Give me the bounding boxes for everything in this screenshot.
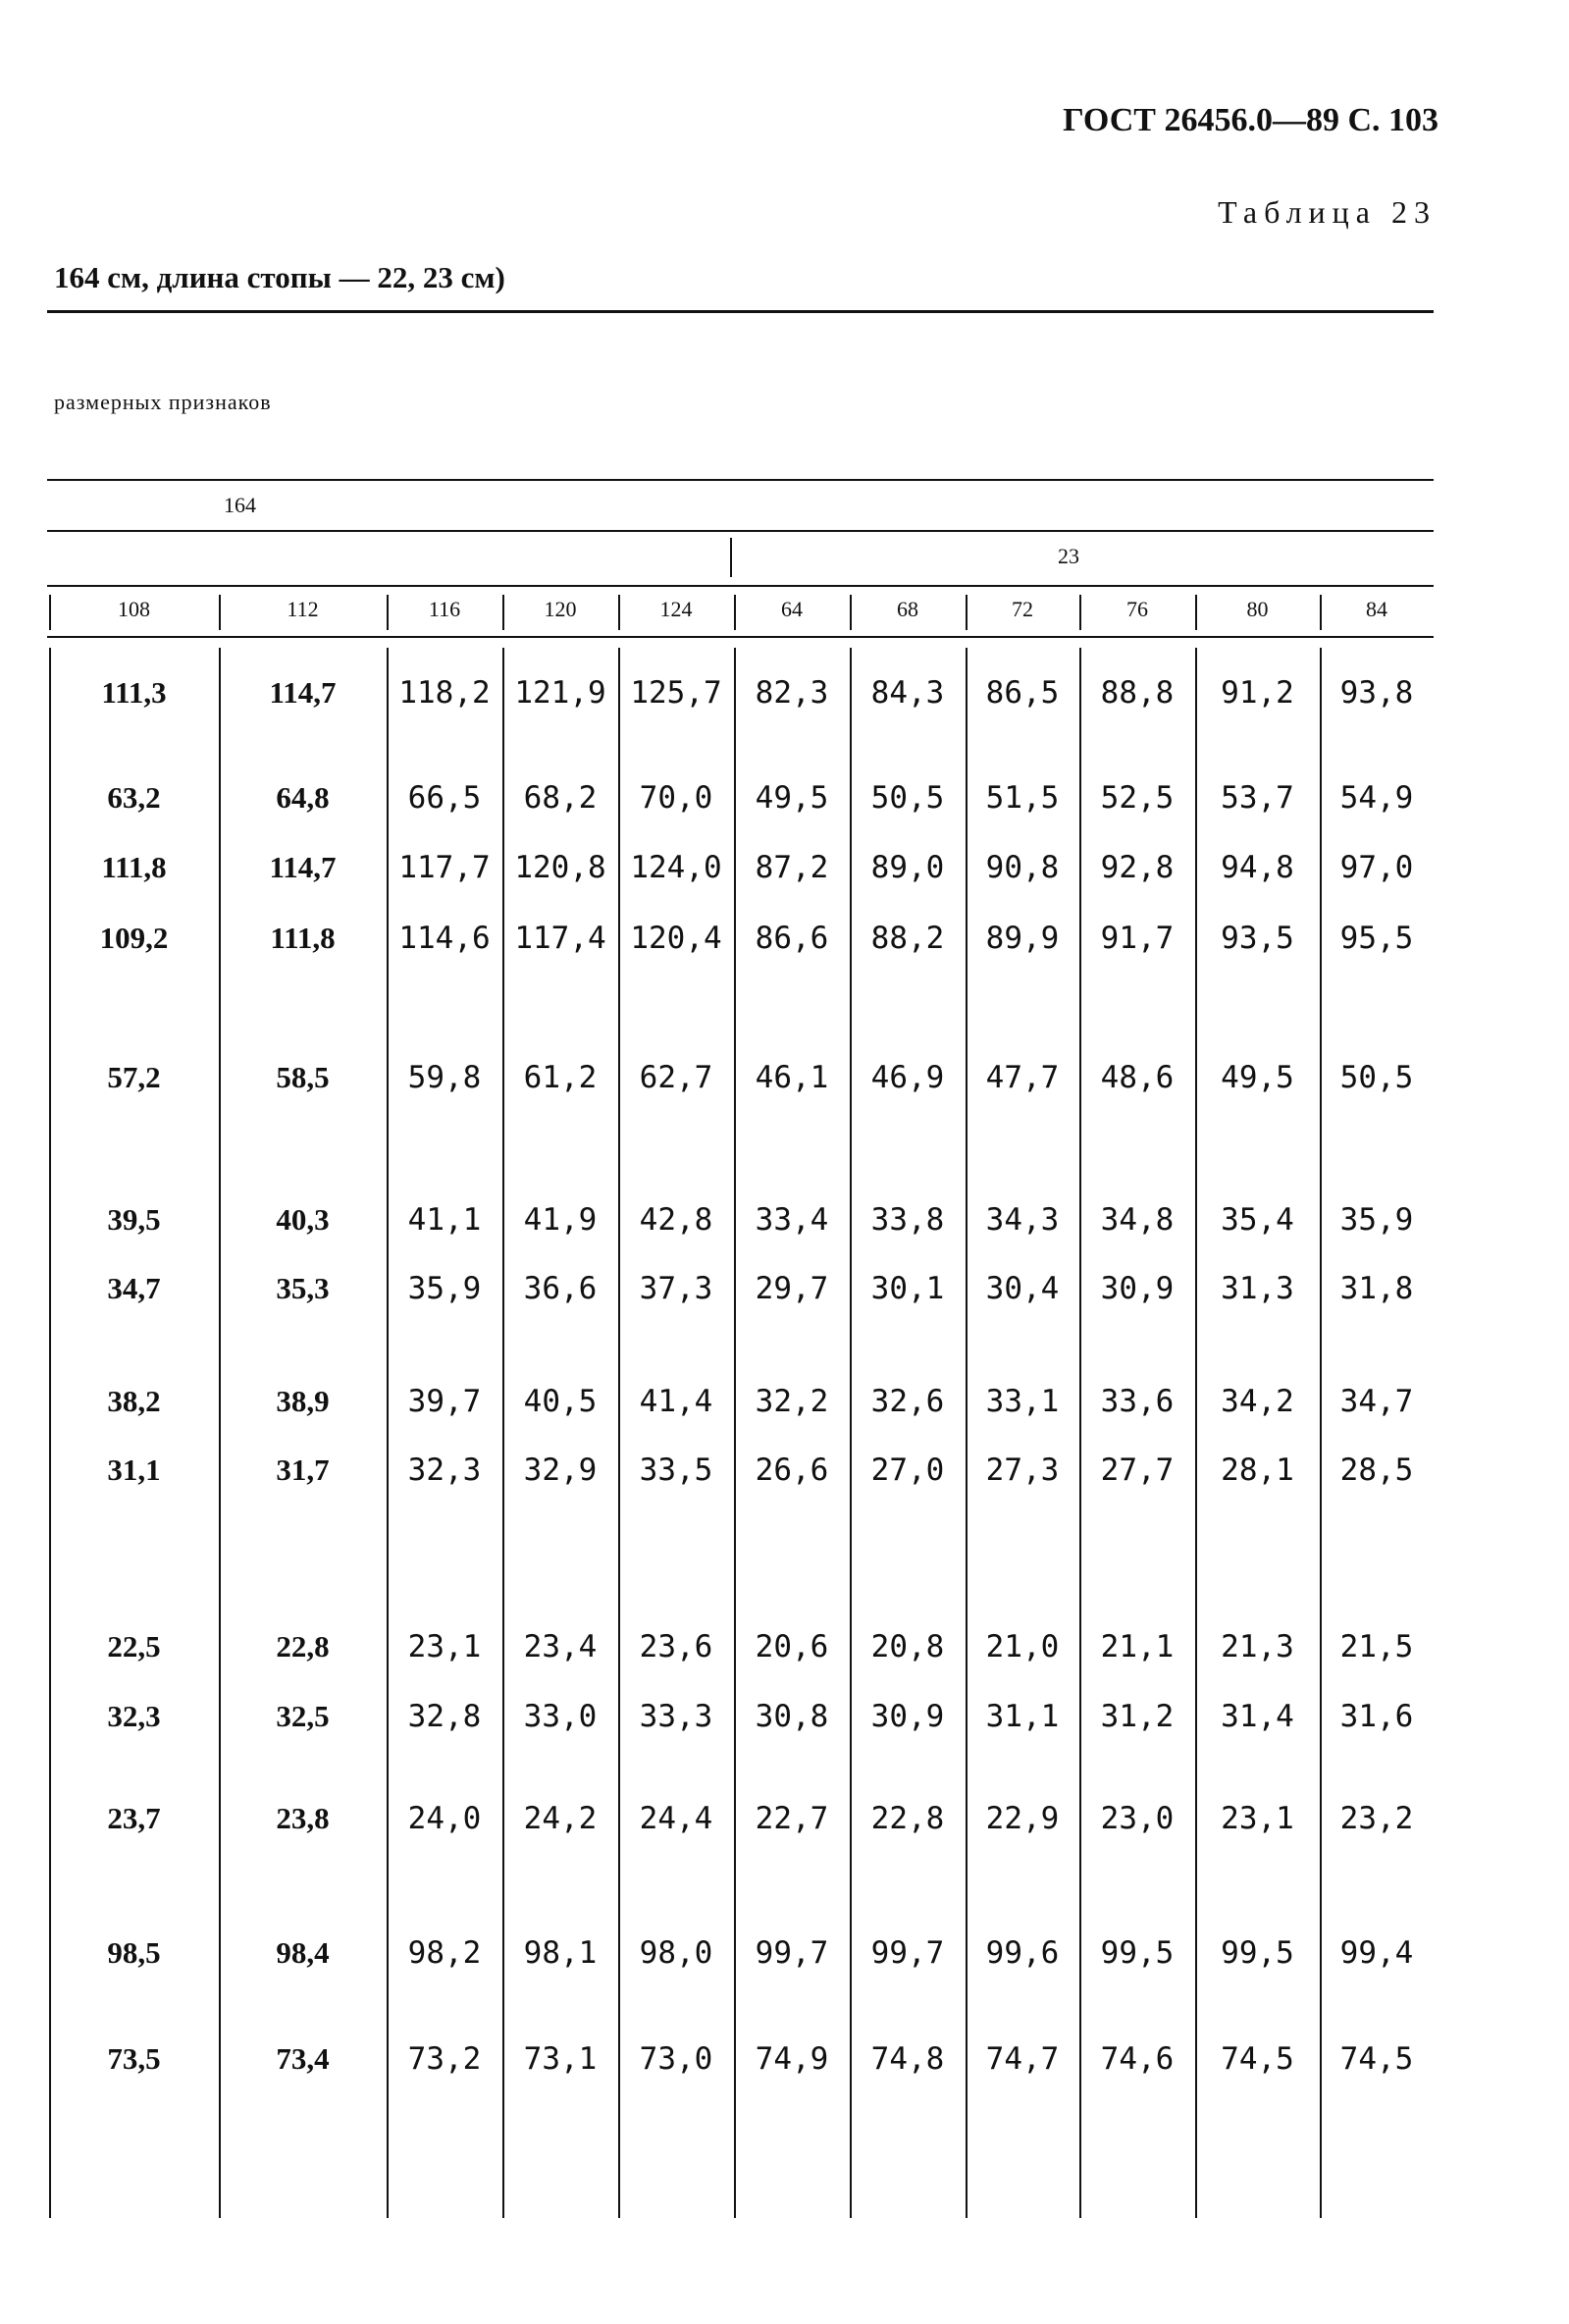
table-cell: 33,8 <box>870 1202 945 1238</box>
table-cell: 68,2 <box>523 780 598 816</box>
table-cell: 31,6 <box>1339 1699 1414 1734</box>
table-cell: 90,8 <box>985 850 1060 885</box>
table-cell: 117,4 <box>514 921 606 956</box>
column-header: 124 <box>659 597 693 621</box>
table-cell: 91,2 <box>1221 675 1294 711</box>
table-cell: 73,1 <box>523 2041 598 2077</box>
column-header: 80 <box>1246 597 1269 621</box>
table-cell: 23,7 <box>107 1801 161 1835</box>
table-cell: 74,5 <box>1339 2041 1414 2077</box>
table-cell: 46,9 <box>870 1060 945 1095</box>
table-cell: 50,5 <box>870 780 945 816</box>
table-cell: 22,8 <box>276 1629 330 1664</box>
table-cell: 32,8 <box>407 1699 482 1734</box>
column-header: 120 <box>544 597 577 621</box>
table-cell: 98,1 <box>523 1935 598 1971</box>
column-header: 108 <box>118 597 150 621</box>
table-cell: 24,4 <box>639 1801 713 1836</box>
table-cell: 118,2 <box>398 675 491 711</box>
table-cell: 64,8 <box>276 780 330 815</box>
table-cell: 99,4 <box>1339 1935 1414 1971</box>
table-cell: 21,0 <box>985 1629 1060 1664</box>
table-cell: 125,7 <box>630 675 722 711</box>
table-cell: 22,9 <box>985 1801 1060 1836</box>
table-cell: 30,4 <box>985 1271 1060 1306</box>
column-header: 112 <box>287 597 319 621</box>
table-cell: 99,5 <box>1221 1935 1294 1971</box>
table-cell: 23,2 <box>1339 1801 1414 1836</box>
column-header: 64 <box>781 597 803 621</box>
table-cell: 26,6 <box>755 1452 829 1488</box>
table-cell: 74,6 <box>1100 2041 1175 2077</box>
table-cell: 87,2 <box>755 850 829 885</box>
table-cell: 120,8 <box>514 850 606 885</box>
table-cell: 23,1 <box>1221 1801 1294 1836</box>
table-cell: 32,2 <box>755 1384 829 1419</box>
table-cell: 66,5 <box>407 780 482 816</box>
table-cell: 88,8 <box>1100 675 1175 711</box>
table-cell: 27,7 <box>1100 1452 1175 1488</box>
table-cell: 32,3 <box>407 1452 482 1488</box>
table-cell: 35,4 <box>1221 1202 1294 1238</box>
table-cell: 89,0 <box>870 850 945 885</box>
table-cell: 49,5 <box>755 780 829 816</box>
table-cell: 30,9 <box>870 1699 945 1734</box>
table-cell: 21,3 <box>1221 1629 1294 1664</box>
table-cell: 21,1 <box>1100 1629 1175 1664</box>
table-cell: 58,5 <box>276 1060 330 1094</box>
table-cell: 42,8 <box>639 1202 713 1238</box>
table-cell: 73,4 <box>276 2041 330 2076</box>
table-cell: 31,7 <box>276 1452 330 1487</box>
table-cell: 30,1 <box>870 1271 945 1306</box>
table-cell: 34,7 <box>107 1271 161 1305</box>
table-cell: 41,9 <box>523 1202 598 1238</box>
table-cell: 31,1 <box>107 1452 161 1487</box>
table-cell: 49,5 <box>1221 1060 1294 1095</box>
table-cell: 59,8 <box>407 1060 482 1095</box>
table-cell: 32,5 <box>276 1699 330 1733</box>
table-cell: 62,7 <box>639 1060 713 1095</box>
table-cell: 32,9 <box>523 1452 598 1488</box>
table-cell: 53,7 <box>1221 780 1294 816</box>
table-cell: 20,8 <box>870 1629 945 1664</box>
table-cell: 39,7 <box>407 1384 482 1419</box>
table-cell: 73,0 <box>639 2041 713 2077</box>
table-cell: 70,0 <box>639 780 713 816</box>
table-cell: 95,5 <box>1339 921 1414 956</box>
column-header: 116 <box>428 597 461 621</box>
table-cell: 47,7 <box>985 1060 1060 1095</box>
table-cell: 94,8 <box>1221 850 1294 885</box>
table-cell: 23,0 <box>1100 1801 1175 1836</box>
table-cell: 23,1 <box>407 1629 482 1664</box>
table-cell: 74,5 <box>1221 2041 1294 2077</box>
table-cell: 51,5 <box>985 780 1060 816</box>
table-cell: 86,5 <box>985 675 1060 711</box>
table-cell: 34,8 <box>1100 1202 1175 1238</box>
table-cell: 48,6 <box>1100 1060 1175 1095</box>
table-cell: 30,8 <box>755 1699 829 1734</box>
table-cell: 92,8 <box>1100 850 1175 885</box>
table-cell: 27,3 <box>985 1452 1060 1488</box>
table-cell: 93,5 <box>1221 921 1294 956</box>
column-header: 84 <box>1366 597 1387 621</box>
table-cell: 97,0 <box>1339 850 1414 885</box>
table-cell: 111,8 <box>101 850 167 884</box>
table-cell: 21,5 <box>1339 1629 1414 1664</box>
table-cell: 35,3 <box>276 1271 330 1305</box>
table-cell: 31,4 <box>1221 1699 1294 1734</box>
table-cell: 29,7 <box>755 1271 829 1306</box>
table-cell: 31,2 <box>1100 1699 1175 1734</box>
table-cell: 31,3 <box>1221 1271 1294 1306</box>
table-cell: 24,2 <box>523 1801 598 1836</box>
section-label: размерных признаков <box>54 390 272 414</box>
table-cell: 22,7 <box>755 1801 829 1836</box>
table-cell: 98,5 <box>107 1935 161 1970</box>
table-cell: 31,8 <box>1339 1271 1414 1306</box>
table-cell: 61,2 <box>523 1060 598 1095</box>
table-cell: 98,4 <box>276 1935 330 1970</box>
table-cell: 74,7 <box>985 2041 1060 2077</box>
table-cell: 99,5 <box>1100 1935 1175 1971</box>
table-cell: 31,1 <box>985 1699 1060 1734</box>
table-cell: 20,6 <box>755 1629 829 1664</box>
table-cell: 84,3 <box>870 675 945 711</box>
table-cell: 33,4 <box>755 1202 829 1238</box>
table-cell: 117,7 <box>398 850 491 885</box>
table-cell: 40,5 <box>523 1384 598 1419</box>
table-cell: 38,2 <box>107 1384 161 1418</box>
table-cell: 124,0 <box>630 850 722 885</box>
table-cell: 36,6 <box>523 1271 598 1306</box>
table-cell: 33,1 <box>985 1384 1060 1419</box>
table-cell: 111,8 <box>270 921 336 955</box>
table-cell: 63,2 <box>107 780 161 815</box>
table-cell: 22,5 <box>107 1629 161 1664</box>
table-cell: 33,6 <box>1100 1384 1175 1419</box>
table-cell: 114,6 <box>398 921 491 956</box>
table-cell: 32,3 <box>107 1699 161 1733</box>
table-cell: 89,9 <box>985 921 1060 956</box>
table-cell: 98,2 <box>407 1935 482 1971</box>
table-cell: 23,4 <box>523 1629 598 1664</box>
page-header: ГОСТ 26456.0—89 С. 103 <box>1063 102 1438 138</box>
table-cell: 114,7 <box>269 850 337 884</box>
table-cell: 41,4 <box>639 1384 713 1419</box>
table-cell: 109,2 <box>99 921 169 955</box>
table-cell: 121,9 <box>514 675 606 711</box>
table-cell: 35,9 <box>407 1271 482 1306</box>
column-header: 68 <box>897 597 918 621</box>
table-cell: 73,5 <box>107 2041 161 2076</box>
height-group-label: 164 <box>224 493 256 517</box>
table-cell: 74,8 <box>870 2041 945 2077</box>
table-cell: 35,9 <box>1339 1202 1414 1238</box>
table-cell: 23,8 <box>276 1801 330 1835</box>
table-cell: 52,5 <box>1100 780 1175 816</box>
table-cell: 28,1 <box>1221 1452 1294 1488</box>
table-cell: 114,7 <box>269 675 337 710</box>
table-subtitle: 164 см, длина стопы — 22, 23 см) <box>54 260 505 294</box>
table-cell: 99,6 <box>985 1935 1060 1971</box>
table-cell: 91,7 <box>1100 921 1175 956</box>
table-cell: 24,0 <box>407 1801 482 1836</box>
foot-group-label: 23 <box>1058 544 1079 568</box>
table-cell: 38,9 <box>276 1384 330 1418</box>
table-cell: 34,3 <box>985 1202 1060 1238</box>
table-cell: 23,6 <box>639 1629 713 1664</box>
table-cell: 34,2 <box>1221 1384 1294 1419</box>
table-cell: 40,3 <box>276 1202 330 1237</box>
table-cell: 30,9 <box>1100 1271 1175 1306</box>
table-cell: 33,3 <box>639 1699 713 1734</box>
table-cell: 74,9 <box>755 2041 829 2077</box>
table-cell: 37,3 <box>639 1271 713 1306</box>
table-cell: 54,9 <box>1339 780 1414 816</box>
table-label: Таблица 23 <box>1218 194 1437 230</box>
table-cell: 98,0 <box>639 1935 713 1971</box>
table-cell: 41,1 <box>407 1202 482 1238</box>
table-cell: 93,8 <box>1339 675 1414 711</box>
table-cell: 33,5 <box>639 1452 713 1488</box>
table-cell: 28,5 <box>1339 1452 1414 1488</box>
table-cell: 86,6 <box>755 921 829 956</box>
table-cell: 99,7 <box>870 1935 945 1971</box>
table-cell: 120,4 <box>630 921 722 956</box>
table-cell: 46,1 <box>755 1060 829 1095</box>
table-cell: 22,8 <box>870 1801 945 1836</box>
column-header: 72 <box>1012 597 1033 621</box>
table-cell: 99,7 <box>755 1935 829 1971</box>
column-header: 76 <box>1126 597 1148 621</box>
table-cell: 32,6 <box>870 1384 945 1419</box>
table-cell: 34,7 <box>1339 1384 1414 1419</box>
table-cell: 50,5 <box>1339 1060 1414 1095</box>
table-cell: 111,3 <box>101 675 167 710</box>
table-cell: 57,2 <box>107 1060 161 1094</box>
table-cell: 73,2 <box>407 2041 482 2077</box>
table-cell: 82,3 <box>755 675 829 711</box>
table-cell: 27,0 <box>870 1452 945 1488</box>
table-cell: 33,0 <box>523 1699 598 1734</box>
table-cell: 39,5 <box>107 1202 161 1237</box>
table-cell: 88,2 <box>870 921 945 956</box>
